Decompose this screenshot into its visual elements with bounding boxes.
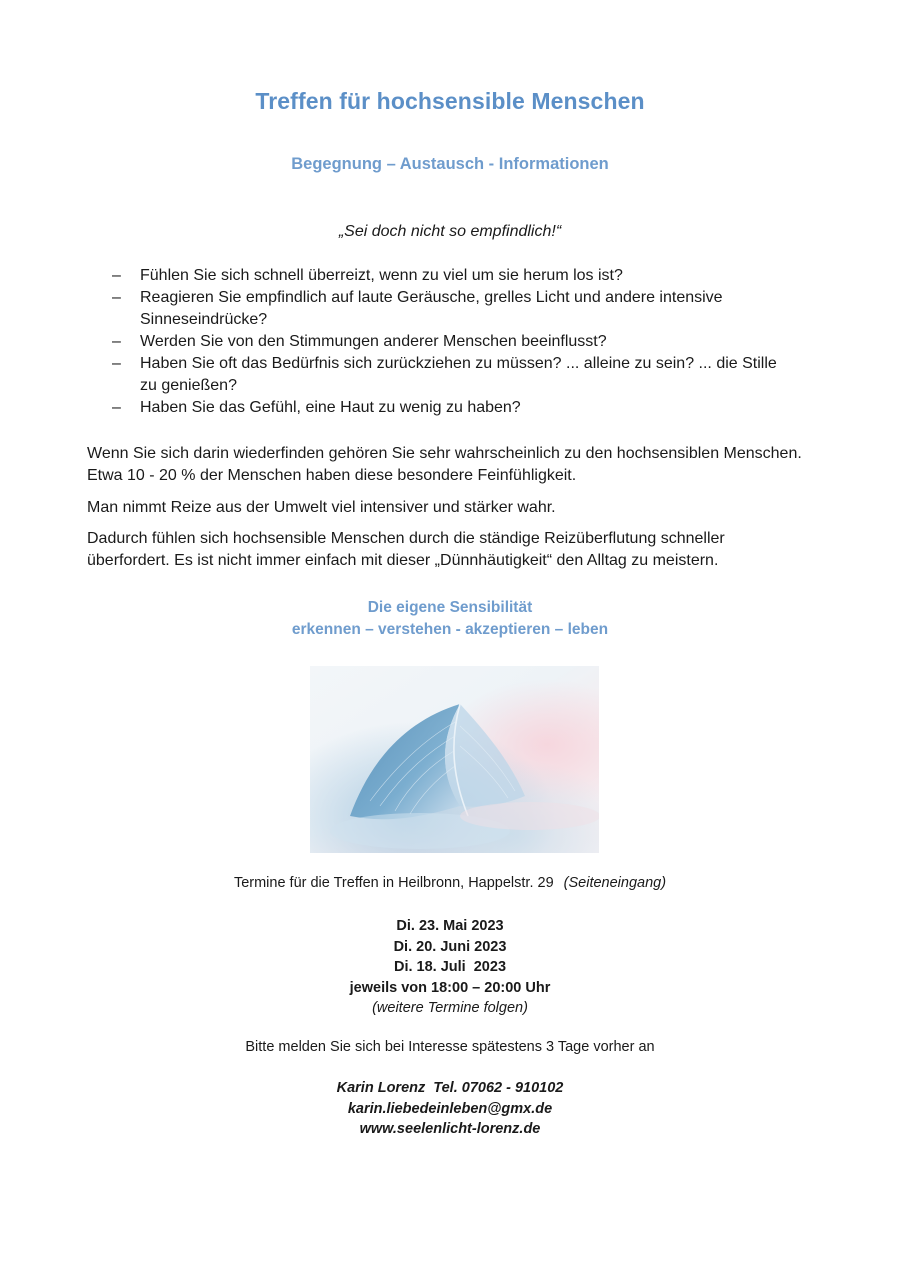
list-item (112, 397, 792, 419)
venue-note: (Seiteneingang) (563, 875, 667, 891)
body-paragraph-1: Wenn Sie sich darin wiederfinden gehören Sie sehr wahrscheinlich zu den hochsensiblen Menschen. Etwa 10 - 20 % der Menschen haben diese besondere Feinfühligkeit. (87, 445, 802, 484)
venue-text: Termine für die Treffen in Heilbronn, Happelstr. 29 (233, 875, 554, 891)
dash-bullet: – (112, 355, 121, 372)
motto-line-1: Die eigene Sensibilität (367, 599, 533, 616)
feather-image (310, 666, 599, 853)
date-3: Di. 18. Juli 2023 (393, 959, 507, 975)
list-item (112, 353, 792, 397)
list-item (112, 331, 792, 353)
date-1: Di. 23. Mai 2023 (396, 918, 504, 934)
motto-line-2: erkennen – verstehen - akzeptieren – leben (291, 621, 609, 638)
time-range: jeweils von 18:00 – 20:00 Uhr (349, 979, 551, 996)
dash-bullet: – (112, 399, 121, 416)
dash-bullet: – (112, 333, 121, 350)
contact-email[interactable]: karin.liebedeinleben@gmx.de (347, 1100, 553, 1117)
venue-line (0, 875, 900, 891)
feather-icon (310, 666, 599, 853)
registration-note: Bitte melden Sie sich bei Interesse spätestens 3 Tage vorher an (245, 1039, 655, 1055)
page-subtitle: Begegnung – Austausch - Informationen (291, 155, 609, 173)
body-paragraph-3: Dadurch fühlen sich hochsensible Menschen durch die ständige Reizüberflutung schneller überfordert. Es ist nicht immer einfach mit dieser „Dünnhäutigkeit“ den Alltag zu meistern. (87, 530, 725, 569)
contact-website[interactable]: www.seelenlicht-lorenz.de (359, 1121, 541, 1137)
list-item-text: Reagieren Sie empfindlich auf laute Geräusche, grelles Licht und andere intensive Sinneseindrücke? (140, 289, 723, 328)
body-paragraph-2: Man nimmt Reize aus der Umwelt viel intensiver und stärker wahr. (87, 499, 556, 516)
list-item-text: Fühlen Sie sich schnell überreizt, wenn zu viel um sie herum los ist? (140, 267, 623, 284)
dates-block (0, 916, 900, 1019)
page-title: Treffen für hochsensible Menschen (255, 88, 645, 114)
quote: „Sei doch nicht so empfindlich!“ (338, 223, 562, 240)
contact-block (0, 1078, 900, 1140)
dash-bullet: – (112, 289, 121, 306)
list-item-text: Haben Sie das Gefühl, eine Haut zu wenig zu haben? (140, 399, 521, 416)
list-item (112, 287, 792, 331)
contact-name-phone: Karin Lorenz Tel. 07062 - 910102 (336, 1080, 564, 1096)
question-list (112, 265, 792, 419)
list-item-text: Haben Sie oft das Bedürfnis sich zurückziehen zu müssen? ... alleine zu sein? ... die Stille zu genießen? (140, 355, 777, 394)
date-2: Di. 20. Juni 2023 (393, 938, 507, 955)
more-dates-note: (weitere Termine folgen) (372, 1000, 528, 1016)
list-item-text: Werden Sie von den Stimmungen anderer Menschen beeinflusst? (140, 333, 607, 350)
dash-bullet: – (112, 267, 121, 284)
list-item (112, 265, 792, 287)
sensitivity-motto (0, 597, 900, 641)
